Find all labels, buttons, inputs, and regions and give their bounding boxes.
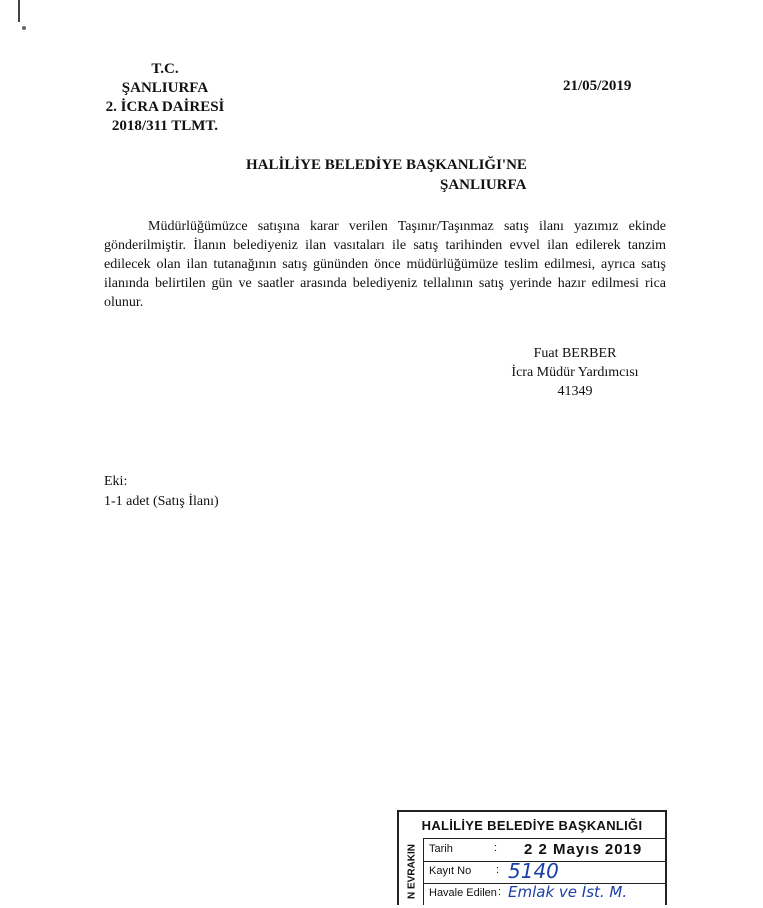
header-city: ŞANLIURFA bbox=[121, 80, 209, 96]
stamp-colon: : bbox=[498, 886, 502, 898]
signer-name: Fuat BERBER bbox=[533, 346, 617, 361]
body-paragraph: Müdürlüğümüzce satışına karar verilen Taşınır/Taşınmaz satış ilanı yazımız ekinde gönderilmiştir. İlanın belediyeniz ilan vasıtaları ile satış tarihinden evvel ilan edilerek tanzim edilecek olan ilan tutanağının satış gününden önce müdürlüğümüze teslim edilmesi, ayrıca satış ilanında belirtilen gün ve saatler arasında belediyeniz tellalının satış yerinde hazır edilmesi rica olunur. bbox=[104, 219, 666, 310]
header-block bbox=[95, 60, 235, 136]
document-date: 21/05/2019 bbox=[563, 78, 632, 94]
stamp-vertical-text: N EVRAKIN bbox=[406, 844, 418, 900]
signer-title: İcra Müdür Yardımcısı bbox=[511, 365, 639, 380]
header-file-number: 2018/311 TLMT. bbox=[111, 118, 219, 134]
registry-stamp bbox=[397, 810, 667, 905]
signature-block bbox=[490, 344, 660, 401]
stamp-colon: : bbox=[494, 842, 498, 854]
stamp-title: HALİLİYE BELEDİYE BAŞKANLIĞI bbox=[421, 818, 643, 833]
stamp-date-label: Tarih bbox=[429, 843, 453, 855]
stamp-row-record bbox=[424, 861, 665, 884]
stamp-vertical-label bbox=[403, 838, 421, 907]
stamp-referral-label: Havale Edilen bbox=[429, 887, 497, 899]
attachment-item: 1-1 adet (Satış İlanı) bbox=[104, 494, 219, 509]
attachments-block bbox=[104, 472, 219, 512]
stamp-record-value: 5140 bbox=[508, 859, 559, 883]
stamp-record-label: Kayıt No bbox=[429, 865, 472, 877]
scan-edge-mark bbox=[18, 0, 20, 22]
scan-dot bbox=[22, 26, 26, 30]
addressee-city: ŞANLIURFA bbox=[440, 177, 527, 193]
header-office: 2. İCRA DAİRESİ bbox=[105, 99, 225, 115]
stamp-colon: : bbox=[496, 864, 500, 876]
stamp-grid bbox=[423, 838, 665, 905]
signer-number: 41349 bbox=[557, 384, 593, 399]
attachments-label: Eki: bbox=[104, 474, 128, 489]
stamp-row-referral bbox=[424, 883, 665, 908]
stamp-date-value: 2 2 Mayıs 2019 bbox=[524, 841, 643, 858]
stamp-referral-value: Emlak ve İst. M. bbox=[508, 883, 628, 901]
addressee-title: HALİLİYE BELEDİYE BAŞKANLIĞI'NE bbox=[246, 157, 527, 173]
header-tc: T.C. bbox=[151, 61, 179, 77]
